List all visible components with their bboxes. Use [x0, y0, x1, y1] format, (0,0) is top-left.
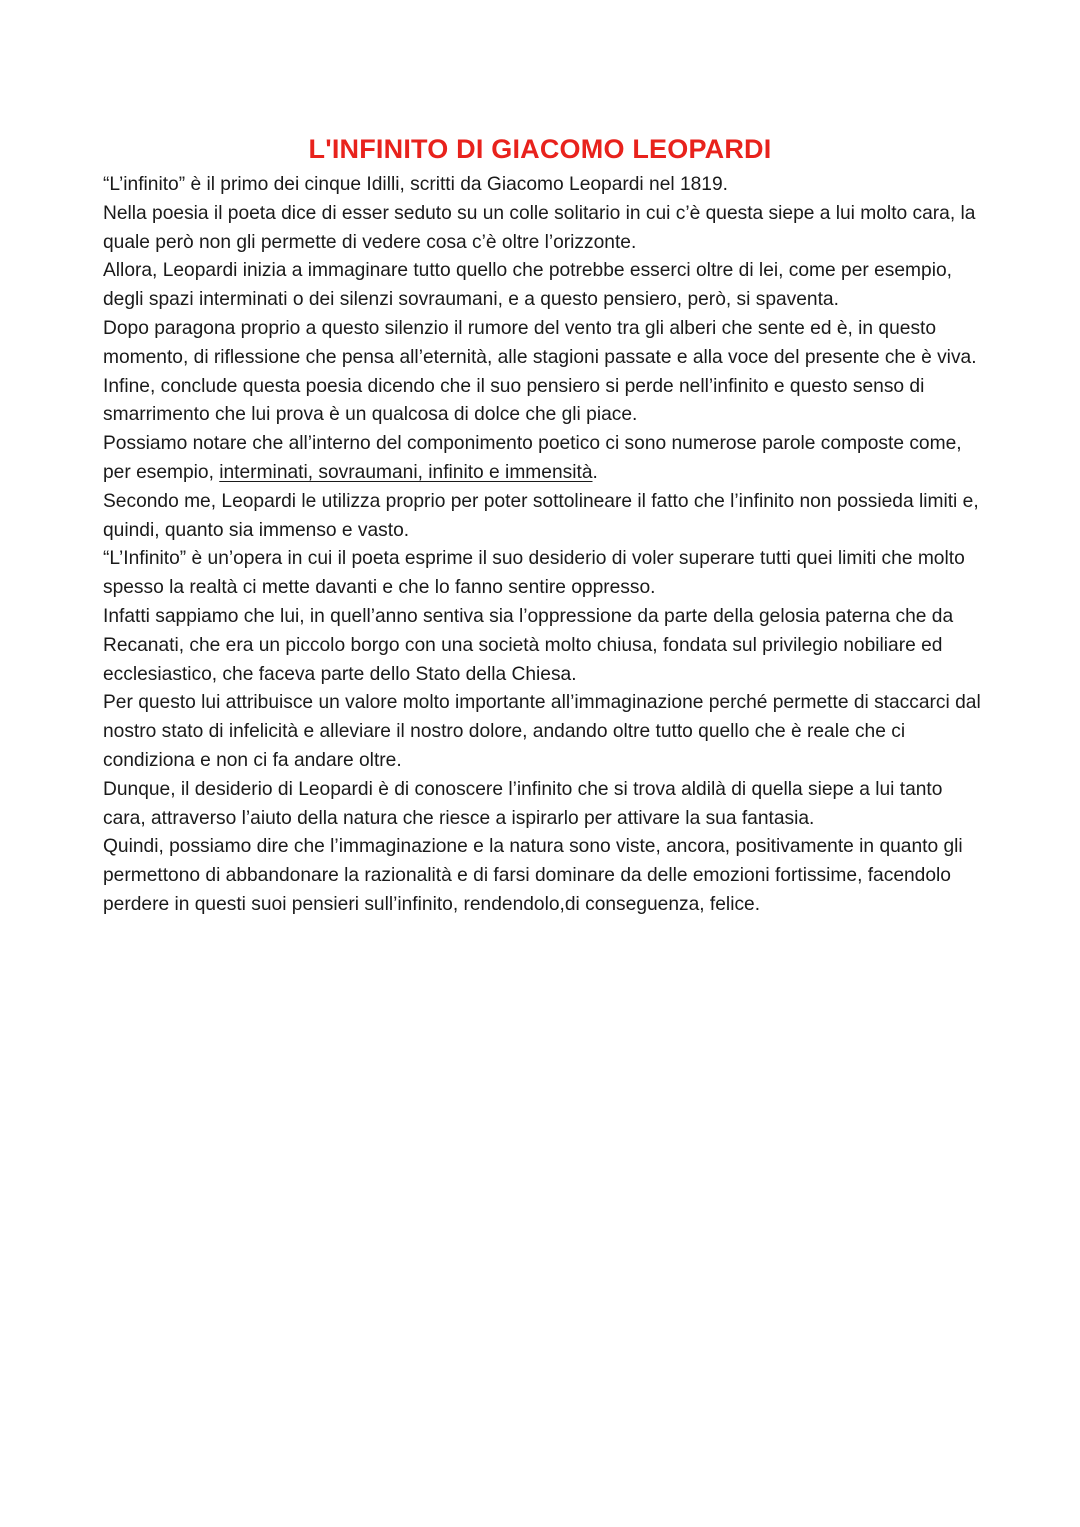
paragraph-wind-silence: Dopo paragona proprio a questo silenzio il rumore del vento tra gli alberi che sente ed è, in questo momento, di riflessione che pensa all’eternità, alle stagioni passate e alla voce del presente che è viva. [103, 317, 977, 368]
compound-words-intro: Possiamo notare che all’interno del componimento poetico ci sono numerose parole composte come, per esempio, [103, 433, 962, 483]
paragraph-conclusion-poem: Infine, conclude questa poesia dicendo che il suo pensiero si perde nell’infinito e questo senso di smarrimento che lui prova è un qualcosa di dolce che gli piace. [103, 375, 925, 426]
paragraph-imagination: Allora, Leopardi inizia a immaginare tutto quello che potrebbe esserci oltre di lei, come per esempio, degli spazi interminati o dei silenzi sovraumani, e a questo pensiero, però, si spaventa. [103, 260, 952, 311]
paragraph-intro: “L’infinito” è il primo dei cinque Idilli, scritti da Giacomo Leopardi nel 1819. [103, 174, 728, 195]
paragraph-oppression: Infatti sappiamo che lui, in quell’anno sentiva sia l’oppressione da parte della gelosia paterna che da Recanati, che era un piccolo borgo con una società molto chiusa, fondata sul privilegio nobiliare ed ecclesiastico, che faceva parte dello Stato della Chiesa. [103, 605, 954, 685]
page-title: L'INFINITO DI GIACOMO LEOPARDI [308, 134, 772, 164]
compound-words-end: . [592, 461, 598, 483]
paragraph-opinion: Secondo me, Leopardi le utilizza proprio per poter sottolineare il fatto che l’infinito non possieda limiti e, quindi, quanto sia immenso e vasto. [103, 490, 979, 541]
paragraph-poet-seated: Nella poesia il poeta dice di esser seduto su un colle solitario in cui c’è questa siepe a lui molto cara, la quale però non gli permette di vedere cosa c’è oltre l’orizzonte. [103, 202, 976, 253]
paragraph-desire-limits: “L’Infinito” è un’opera in cui il poeta esprime il suo desiderio di voler superare tutti quei limiti che molto spesso la realtà ci mette davanti e che lo fanno sentire oppresso. [103, 548, 965, 599]
document-body [103, 171, 983, 920]
paragraph-desire-infinity: Dunque, il desiderio di Leopardi è di conoscere l’infinito che si trova aldilà di quella siepe a lui tanto cara, attraverso l’aiuto della natura che riesce a ispirarlo per attivare la sua fantasia. [103, 778, 943, 829]
compound-words-underlined: interminati, sovraumani, infinito e immensità [219, 461, 593, 483]
paragraph-compound-words [103, 430, 983, 488]
paragraph-final: Quindi, possiamo dire che l’immaginazione e la natura sono viste, ancora, positivamente in quanto gli permettono di abbandonare la razionalità e di farsi dominare da delle emozioni fortissime, facendolo perdere in questi suoi pensieri sull’infinito, rendendolo,di conseguenza, felice. [103, 836, 963, 915]
paragraph-value-imagination: Per questo lui attribuisce un valore molto importante all’immaginazione perché permette di staccarci dal nostro stato di infelicità e alleviare il nostro dolore, andando oltre tutto quello che è reale che ci condiziona e non ci fa andare oltre. [103, 692, 981, 771]
